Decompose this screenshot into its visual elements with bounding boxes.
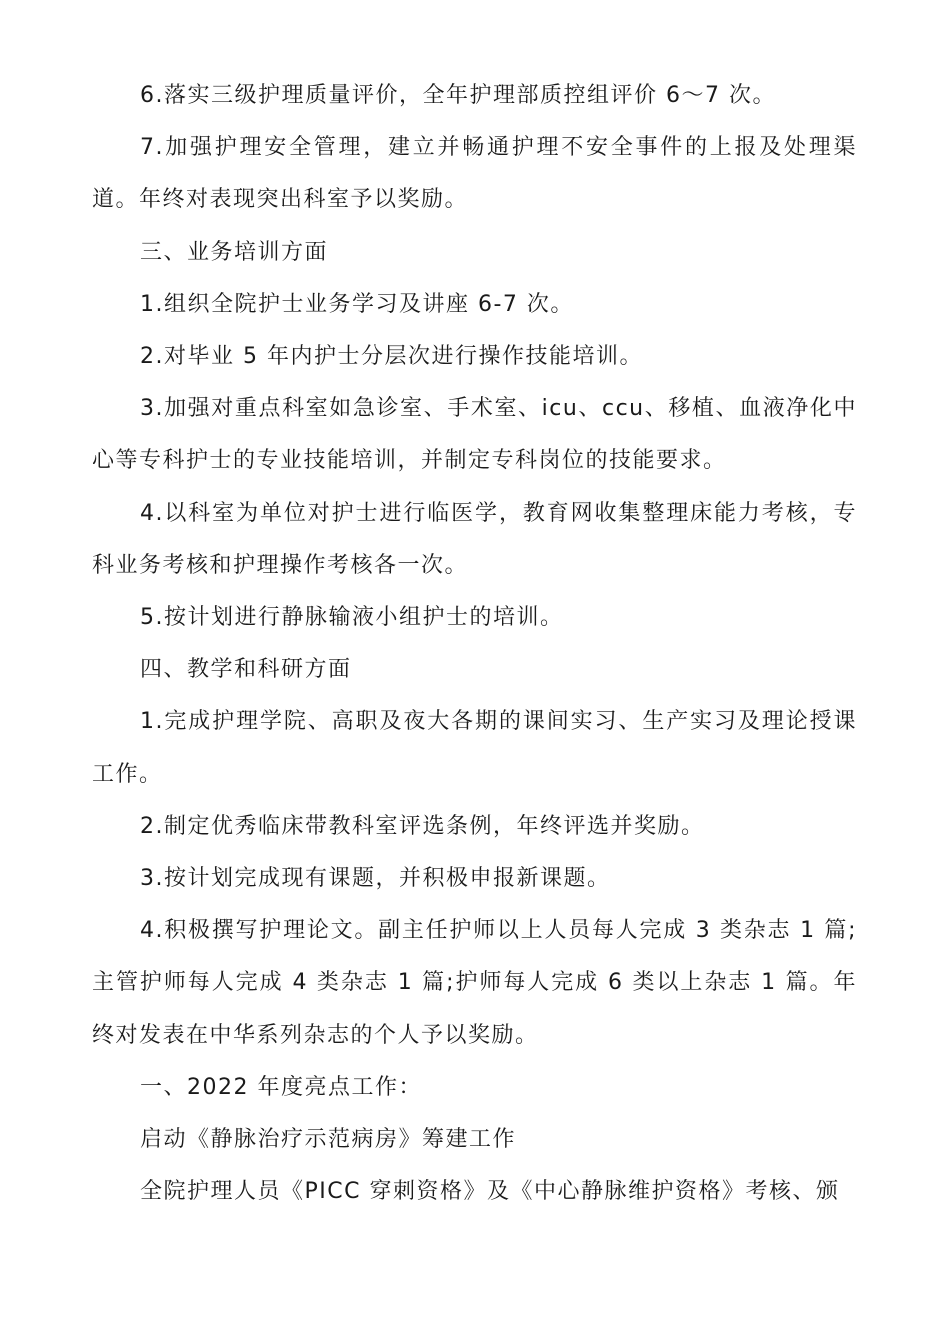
document-body (92, 70, 857, 1218)
paragraph-training-5: 5.按计划进行静脉输液小组护士的培训。 (140, 605, 564, 631)
section-heading-training: 三、业务培训方面 (140, 239, 329, 265)
paragraph-teaching-1: 1.完成护理学院、高职及夜大各期的课间实习、生产实习及理论授课工作。 (92, 709, 857, 787)
paragraph-highlight-1: 启动《静脉治疗示范病房》筹建工作 (140, 1127, 517, 1153)
paragraph-quality-evaluation: 6.落实三级护理质量评价，全年护理部质控组评价 6～7 次。 (140, 83, 776, 108)
paragraph-training-4: 4.以科室为单位对护士进行临医学，教育网收集整理床能力考核，专科业务考核和护理操作考核各一次。 (92, 500, 857, 578)
paragraph-training-2: 2.对毕业 5 年内护士分层次进行操作技能培训。 (140, 344, 643, 370)
paragraph-highlight-2: 全院护理人员《PICC 穿刺资格》及《中心静脉维护资格》考核、颁 (140, 1179, 840, 1205)
paragraph-safety-management: 7.加强护理安全管理，建立并畅通护理不安全事件的上报及处理渠道。年终对表现突出科室予以奖励。 (92, 135, 857, 213)
paragraph-teaching-4: 4.积极撰写护理论文。副主任护师以上人员每人完成 3 类杂志 1 篇;主管护师每人完成 4 类杂志 1 篇;护师每人完成 6 类以上杂志 1 篇。年终对发表在中华系列杂志的个人予以奖励。 (92, 918, 857, 1048)
section-heading-teaching-research: 四、教学和科研方面 (140, 657, 352, 683)
paragraph-training-3: 3.加强对重点科室如急诊室、手术室、icu、ccu、移植、血液净化中心等专科护士的专业技能培训，并制定专科岗位的技能要求。 (92, 396, 857, 474)
section-heading-highlights: 一、2022 年度亮点工作： (140, 1074, 422, 1100)
paragraph-training-1: 1.组织全院护士业务学习及讲座 6-7 次。 (140, 291, 574, 317)
paragraph-teaching-2: 2.制定优秀临床带教科室评选条例，年终评选并奖励。 (140, 813, 705, 839)
paragraph-teaching-3: 3.按计划完成现有课题，并积极申报新课题。 (140, 866, 611, 892)
